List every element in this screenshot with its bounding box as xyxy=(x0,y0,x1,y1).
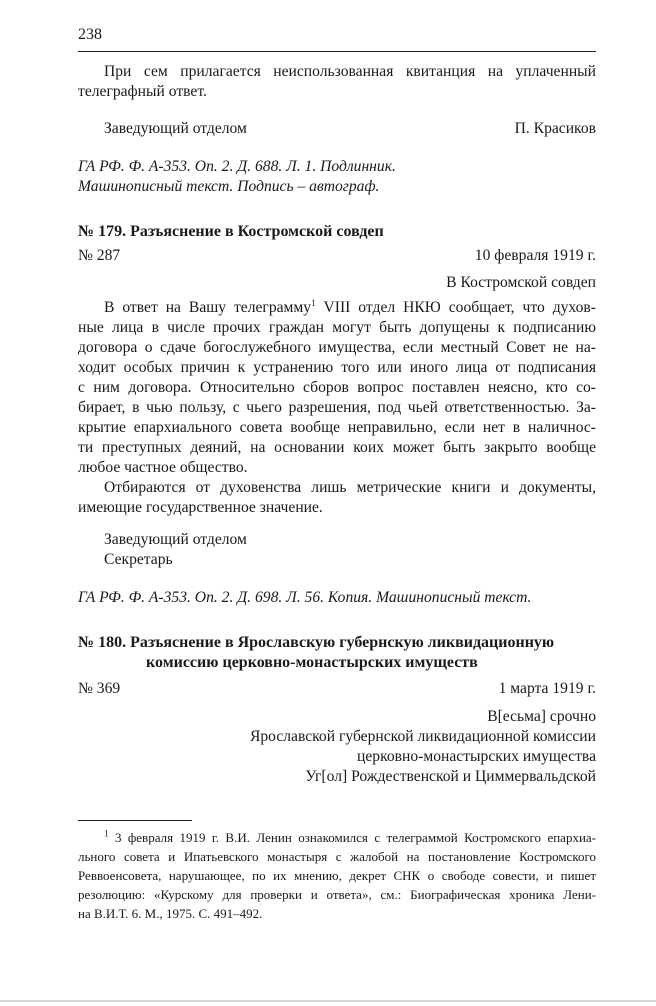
header-rule xyxy=(78,51,596,52)
footnote-line: Реввоенсовета, нарушающее, по их мнению, декрет СНК о свободе совести, и пишет xyxy=(78,868,596,883)
footnote-number: 1 xyxy=(104,828,109,839)
address-line: церковно-монастырских имущества xyxy=(357,748,596,765)
top-paragraph xyxy=(78,62,596,102)
page-number: 238 xyxy=(78,26,102,43)
text-line: ходит особых причин к устранению того или иного лица от подписания xyxy=(78,359,596,376)
signer-name: П. Красиков xyxy=(514,120,596,137)
doc-179-heading: № 179. Разъяснение в Костромской совдеп xyxy=(78,223,384,240)
doc-180-date: 1 марта 1919 г. xyxy=(498,680,596,697)
text-line: Отбираются от духовенства лишь метрические книги и документы, xyxy=(104,479,596,496)
footnote-rule xyxy=(78,820,192,821)
source-line: Машинописный текст. Подпись – автограф. xyxy=(78,178,380,195)
doc-179-body xyxy=(78,298,596,518)
text-line: ти преступных деяний, на основании коих может быть закрыто вообще xyxy=(78,439,596,456)
doc-179-number: № 287 xyxy=(78,247,121,264)
footnote-line: резолюцию: «Курскому для проверки и ответа», см.: Биографическая хроника Лени- xyxy=(78,887,596,902)
doc-179-sign-title: Заведующий отделом xyxy=(104,531,247,548)
doc-180-number: № 369 xyxy=(78,680,121,697)
footnote-line xyxy=(78,828,596,847)
footnote-line: льного совета и Ипатьевского монастыря с жалобой на постановление Костромского xyxy=(78,849,596,864)
text-fragment: VIII отдел НКЮ сообщает, что духов- xyxy=(315,299,596,316)
text-line: При сем прилагается неиспользованная квитанция на уплаченный xyxy=(104,63,596,80)
doc-180-heading-cont: комиссию церковно-монастырских имуществ xyxy=(146,654,478,671)
source-line: ГА РФ. Ф. А-353. Оп. 2. Д. 688. Л. 1. Подлинник. xyxy=(78,158,396,175)
footnote-marker[interactable]: 1 xyxy=(311,297,316,308)
address-line: В[есьма] срочно xyxy=(487,708,596,725)
doc-179-source: ГА РФ. Ф. А-353. Оп. 2. Д. 698. Л. 56. Копия. Машинописный текст. xyxy=(78,589,532,606)
doc-179-sign-secretary: Секретарь xyxy=(104,551,173,568)
text-line: ные лица в числе прочих граждан могут быть допущены к подписанию xyxy=(78,319,596,336)
text-line xyxy=(78,298,596,318)
footnote xyxy=(78,828,596,923)
address-line: Ярославской губернской ликвидационной комиссии xyxy=(249,728,596,745)
text-line: договора о сдаче богослужебного имущества, если местный Совет не на- xyxy=(78,339,596,356)
text-line: крытие епархиального совета вообще неправильно, если нет в наличнос- xyxy=(78,419,596,436)
scan-edge xyxy=(0,1000,656,1002)
doc-180-address xyxy=(250,707,596,787)
signer-title: Заведующий отделом xyxy=(104,120,247,137)
text-line: телеграфный ответ. xyxy=(78,83,207,100)
doc-180-heading: № 180. Разъяснение в Ярославскую губернскую ликвидационную xyxy=(78,634,555,651)
doc-179-addressee: В Костромской совдеп xyxy=(446,274,596,291)
text-fragment: 3 февраля 1919 г. В.И. Ленин ознакомился с телеграммой Костромского епархиа- xyxy=(114,830,597,845)
text-line: бирает, в чью пользу, с чьего разрешения, под чьей ответственностью. За- xyxy=(78,399,596,416)
text-line: с ним договора. Относительно сборов вопрос поставлен неясно, кто со- xyxy=(78,379,596,396)
address-line: Уг[ол] Рождественской и Циммервальдской xyxy=(305,768,596,785)
archive-source xyxy=(78,157,596,197)
text-fragment: В ответ на Вашу телеграмму xyxy=(104,299,312,316)
footnote-line: на В.И.Т. 6. М., 1975. С. 491–492. xyxy=(78,906,263,921)
doc-179-date: 10 февраля 1919 г. xyxy=(474,247,596,264)
text-line: имеющие государственное значение. xyxy=(78,499,323,516)
text-line: любое частное общество. xyxy=(78,459,248,476)
